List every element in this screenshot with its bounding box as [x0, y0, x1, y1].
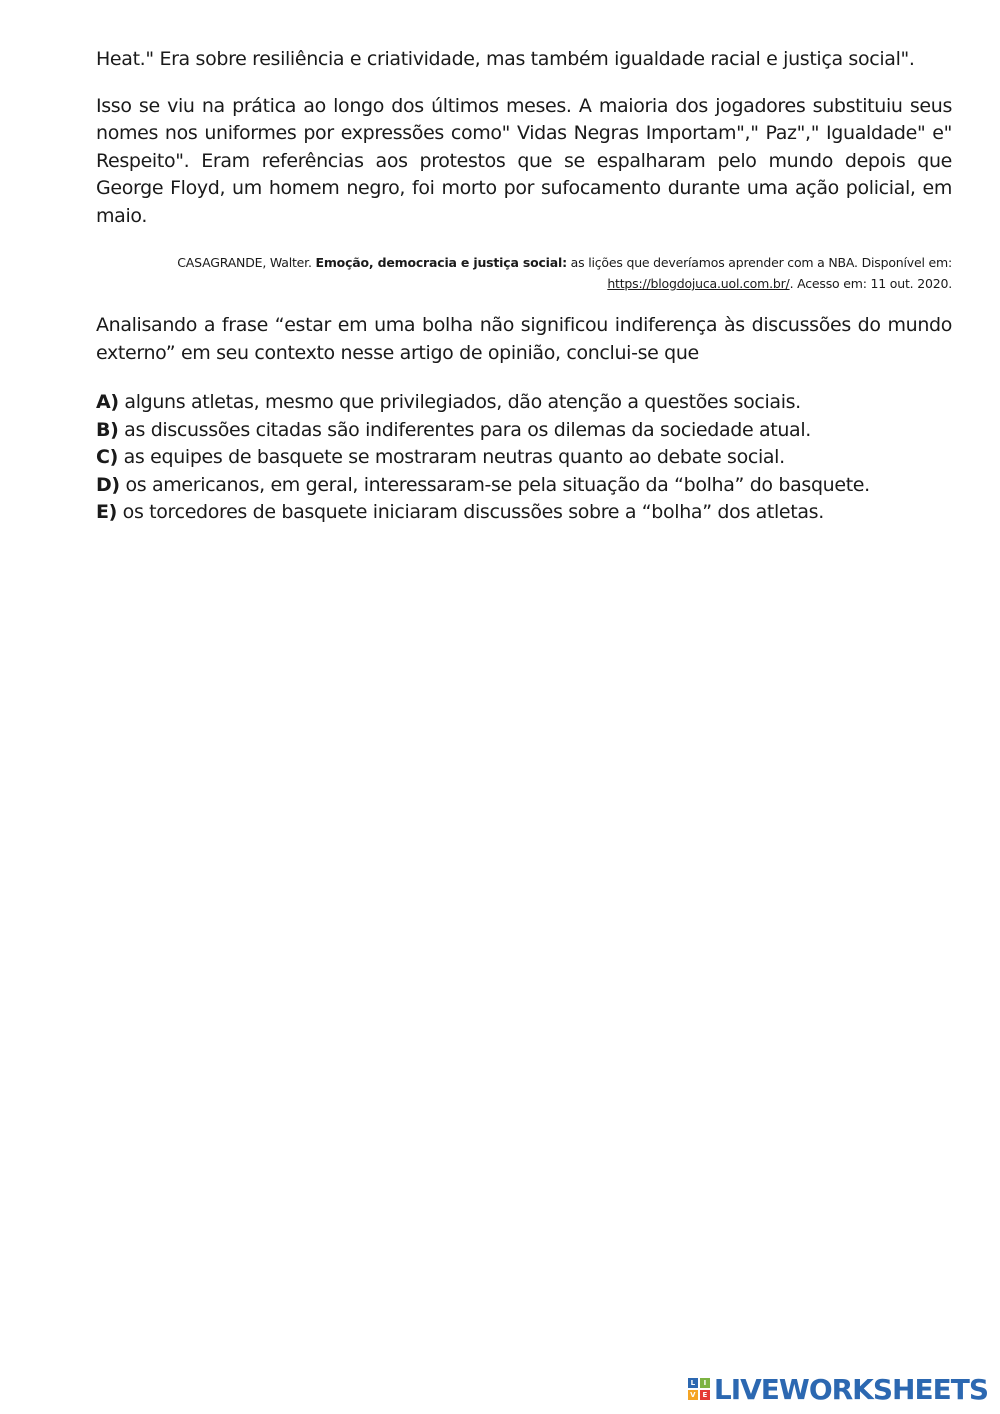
option-a[interactable] [96, 389, 952, 417]
logo-mark-cell: V [688, 1390, 698, 1400]
logo-mark-cell: L [688, 1378, 698, 1388]
option-letter: D) [96, 473, 120, 496]
option-text: os torcedores de basquete iniciaram discussões sobre a “bolha” dos atletas. [122, 501, 824, 523]
citation-url[interactable]: https://blogdojuca.uol.com.br/ [607, 276, 790, 291]
option-c[interactable] [96, 444, 952, 472]
citation-author: CASAGRANDE, Walter. [177, 255, 312, 270]
option-d[interactable] [96, 472, 952, 500]
citation-access: . Acesso em: 11 out. 2020. [789, 276, 952, 291]
liveworksheets-logo [688, 1372, 988, 1406]
passage-paragraph-1: Heat." Era sobre resiliência e criatividade, mas também igualdade racial e justiça social". [96, 48, 915, 70]
option-e[interactable] [96, 499, 952, 527]
citation-title: Emoção, democracia e justiça social: [315, 255, 567, 270]
option-text: as discussões citadas são indiferentes para os dilemas da sociedade atual. [124, 418, 811, 441]
option-letter: B) [96, 418, 119, 441]
citation [96, 252, 952, 294]
option-letter: C) [96, 446, 118, 468]
question-text: Analisando a frase “estar em uma bolha não significou indiferença às discussões do mundo externo” em seu contexto nesse artigo de opinião, conclui-se que [96, 314, 952, 364]
citation-subtitle: as lições que deveríamos aprender com a NBA. Disponível em: [570, 255, 952, 270]
option-b[interactable] [96, 417, 952, 445]
logo-mark-icon [688, 1378, 710, 1400]
worksheet-page [96, 46, 952, 527]
option-letter: A) [96, 391, 119, 413]
option-text: as equipes de basquete se mostraram neutras quanto ao debate social. [123, 446, 785, 468]
logo-text: LIVEWORKSHEETS [713, 1372, 988, 1406]
passage-paragraph-2: Isso se viu na prática ao longo dos últimos meses. A maioria dos jogadores substituiu seus nomes nos uniformes por expressões como" Vidas Negras Importam"," Paz"," Igualdade" e" Respeito". Eram referências aos protestos que se espalharam pelo mundo depois que George Floyd, um homem negro, foi morto por sufocamento durante uma ação policial, em maio. [96, 94, 952, 227]
answer-options [96, 389, 952, 527]
option-text: alguns atletas, mesmo que privilegiados, dão atenção a questões sociais. [124, 391, 801, 413]
option-letter: E) [96, 501, 117, 523]
option-text: os americanos, em geral, interessaram-se pela situação da “bolha” do basquete. [125, 473, 870, 496]
logo-mark-cell: E [700, 1390, 710, 1400]
logo-mark-cell: I [700, 1378, 710, 1388]
